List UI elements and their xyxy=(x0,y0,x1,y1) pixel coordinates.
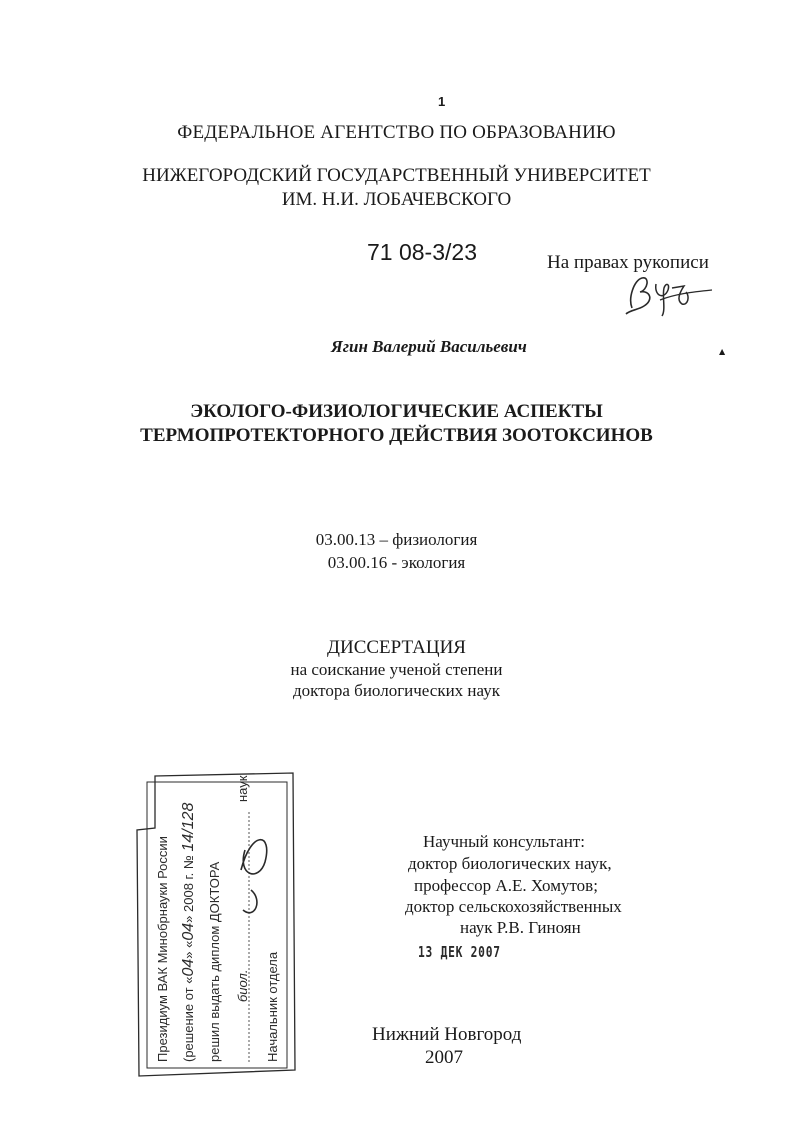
university-name-line1: НИЖЕГОРОДСКИЙ ГОСУДАРСТВЕННЫЙ УНИВЕРСИТЕТ xyxy=(142,165,651,186)
degree-line-1: на соискание ученой степени xyxy=(290,660,503,679)
specialty-code-1: 03.00.13 – физиология xyxy=(315,530,478,549)
page-number: 1 xyxy=(438,94,446,109)
received-date-stamp: 13 ДЕК 2007 xyxy=(418,943,501,961)
stamp-day: 04 xyxy=(180,958,197,977)
consultant-line-4: наук Р.В. Гиноян xyxy=(460,918,581,937)
degree-line-2: доктора биологических наук xyxy=(293,681,500,700)
stamp-line-1: Президиум ВАК Минобрнауки России xyxy=(155,836,170,1062)
university-name-line2: ИМ. Н.И. ЛОБАЧЕВСКОГО xyxy=(281,189,512,210)
stamp-line-5: Начальник отдела xyxy=(265,951,280,1062)
consultant-line-1: доктор биологических наук, xyxy=(408,854,612,873)
author-signature xyxy=(620,270,720,320)
city: Нижний Новгород xyxy=(372,1024,522,1045)
stamp-number: 14/128 xyxy=(180,802,197,852)
stamp-signature xyxy=(241,840,267,913)
stamp-line-3: решил выдать диплом ДОКТОРА xyxy=(207,861,222,1062)
agency-heading: ФЕДЕРАЛЬНОЕ АГЕНТСТВО ПО ОБРАЗОВАНИЮ xyxy=(177,122,616,143)
rights-note: На правах рукописи xyxy=(547,252,709,273)
consultant-line-3: доктор сельскохозяйственных xyxy=(405,897,622,916)
specialty-code-2: 03.00.16 - экология xyxy=(327,553,466,572)
consultant-heading: Научный консультант: xyxy=(423,832,585,851)
dissertation-title-line1: ЭКОЛОГО-ФИЗИОЛОГИЧЕСКИЕ АСПЕКТЫ xyxy=(190,401,603,422)
stamp-field: биол. xyxy=(235,969,250,1002)
catalog-code: 71 08-3/23 xyxy=(367,239,477,265)
stamp-line-4: наук xyxy=(235,775,250,802)
consultant-line-2: профессор А.Е. Хомутов; xyxy=(414,876,598,895)
margin-marker: ▲ xyxy=(719,347,726,356)
author-name: Ягин Валерий Васильевич xyxy=(331,337,527,356)
dissertation-title-line2: ТЕРМОПРОТЕКТОРНОГО ДЕЙСТВИЯ ЗООТОКСИНОВ xyxy=(140,425,653,446)
stamp-line-2: (решение от «04» «04» 2008 г. № 14/128 xyxy=(180,802,197,1062)
stamp-month: 04 xyxy=(180,922,197,941)
year: 2007 xyxy=(425,1047,463,1068)
work-type: ДИССЕРТАЦИЯ xyxy=(327,637,466,658)
vak-stamp xyxy=(133,770,298,1080)
